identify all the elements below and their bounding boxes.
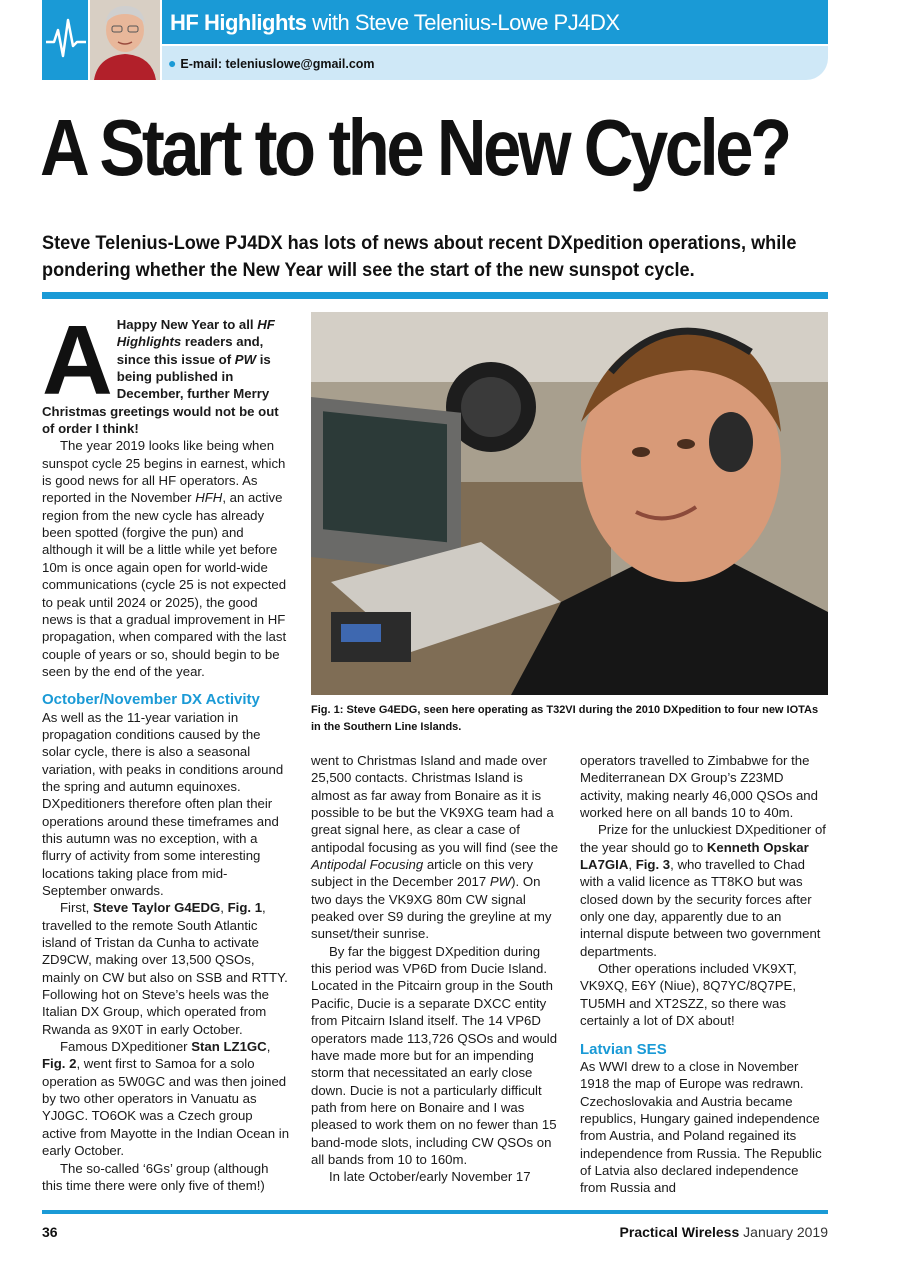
page-number: 36 [42, 1224, 58, 1240]
paragraph: The year 2019 looks like being when sunspot cycle 25 begins in earnest, which is good news for all HF operators. As reported in the November HFH, an active region from the new cycle has already been spotted (forgive the pun) and although it will be a little while yet before 10m is once again open for world-wide communications (cycle 25 is not expected to peak until 2024 or 2025), the good news is that a gradual improvement in HF propagation, when compared with the last couple of years or so, should begin to be seen by the end of the year. [42, 438, 287, 679]
column-title: HF Highlights with Steve Telenius-Lowe PJ4DX [170, 10, 620, 35]
section-heading: October/November DX Activity [42, 691, 260, 709]
author-portrait [90, 0, 160, 80]
figure-1-caption: Fig. 1: Steve G4EDG, seen here operating as T32VI during the 2010 DXpedition to four new IOTAs in the Southern Line Islands. [311, 704, 819, 733]
paragraph: went to Christmas Island and made over 25,500 contacts. Christmas Island is almost as far away from Bonaire as it is possible to be but the VK9XG team had a great signal here, as clear a case of antipodal focusing as you will find (see the Antipodal Focusing article on this very subject in the December 2017 PW). On two days the VK9XG 80m CW signal peaked over S9 during the greyline at my sunset/their sunrise. [311, 753, 559, 942]
footer-divider [42, 1210, 828, 1214]
intro-paragraph: A Happy New Year to all HF Highlights readers and, since this issue of PW is being published in December, further Merry Christmas greetings would not be out of order I think! [42, 305, 279, 437]
section-heading: Latvian SES [580, 1040, 667, 1058]
paragraph: In late October/early November 17 [329, 1169, 531, 1185]
column-logo [42, 0, 88, 80]
figure-1-photo [311, 312, 828, 695]
paragraph: First, Steve Taylor G4EDG, Fig. 1, travelled to the remote South Atlantic island of Tristan da Cunha to activate ZD9CW, making over 13,500 QSOs, mainly on CW but also on SSB and RTTY. Following hot on Steve’s heels was the Italian DX Group, which operated from Rwanda as 9X0T in early October. [42, 900, 288, 1037]
paragraph: operators travelled to Zimbabwe for the Mediterranean DX Group’s Z23MD activity, making nearly 46,000 QSOs and worked here on all bands 10 to 40m. [580, 753, 818, 821]
paragraph: By far the biggest DXpedition during this period was VP6D from Ducie Island. Located in the Pitcairn group in the South Pacific, Ducie is a separate DXCC entity from Pitcairn Island itself. The 14 VP6D operators made 113,726 QSOs and would have made more but for an impending storm that necessitated an early close down. Ducie is not a particularly difficult path from here on Bonaire and I was pleased to work them on no fewer than 15 band-mode slots, including CW QSOs on all bands from 10 to 160m. [311, 943, 558, 1167]
author-email: ● E-mail: teleniuslowe@gmail.com [168, 55, 375, 71]
paragraph: The so-called ‘6Gs’ group (although this time there were only five of them!) [42, 1160, 269, 1193]
heartbeat-wave-icon [46, 16, 86, 60]
paragraph: Famous DXpeditioner Stan LZ1GC, Fig. 2, went first to Samoa for a solo operation as 5W0GC and was then joined by two other operators in Vanuatu as YJ0GC. TO6OK was a Czech group active from Mayotte in the Indian Ocean in early October. [42, 1039, 290, 1159]
paragraph: Other operations included VK9XT, VK9XQ, E6Y (Niue), 8Q7YC/8Q7PE, TU5MH and XT2SZZ, so there was certainly a lot of DX about! [580, 961, 797, 1029]
column-2 [311, 752, 559, 1186]
paragraph: As WWI drew to a close in November 1918 the map of Europe was redrawn. Czechoslovakia and Austria became republics, Hungary gained independence from Austria, and Poland regained its independence from Russia. The Republic of Latvia also declared independence from Russia and [580, 1058, 822, 1196]
divider [42, 292, 828, 299]
standfirst: Steve Telenius-Lowe PJ4DX has lots of news about recent DXpedition operations, while pondering whether the New Year will see the start of the new sunspot cycle. [42, 232, 797, 281]
magazine-issue: Practical Wireless January 2019 [619, 1224, 828, 1240]
column-3 [580, 752, 828, 1197]
paragraph: As well as the 11-year variation in propagation conditions caused by the solar cycle, there is also a seasonal variation, with peaks in conditions around the spring and autumn equinoxes. DXpeditioners therefore often plan their operations around these timeframes and this autumn was no exception, with a flurry of activity from some interesting locations taking place from mid-September onwards. [42, 709, 284, 898]
page-title: A Start to the New Cycle? [40, 103, 789, 192]
drop-cap: A [42, 305, 113, 415]
column-1 [42, 305, 290, 1194]
paragraph: Prize for the unluckiest DXpeditioner of the year should go to Kenneth Opskar LA7GIA, Fig. 3, who travelled to Chad with a valid licence as TT8KO but was closed down by the security forces after only one day, apparently due to an internal dispute between two government departments. [580, 822, 826, 959]
